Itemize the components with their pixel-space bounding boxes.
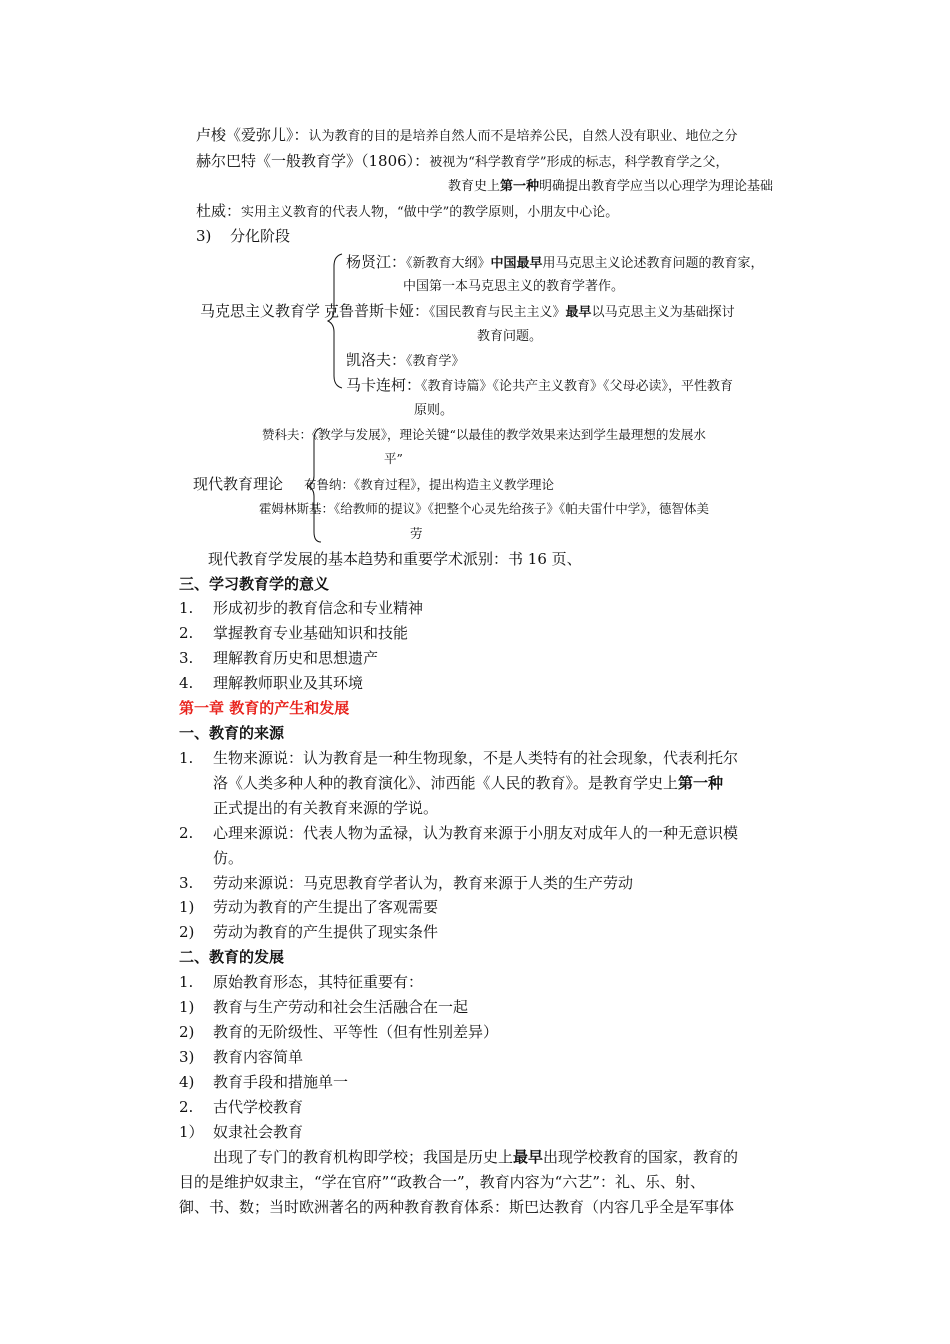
list-item: 4. 理解教师职业及其环境 [179,674,364,692]
list-item: 3. 理解教育历史和思想遗产 [179,649,379,667]
line-kairov: 凯洛夫：《教育学》 [346,351,465,369]
modern-theory-label: 现代教育理论 [193,475,284,493]
list-item: 1) 教育与生产劳动和社会生活融合在一起 [179,998,469,1016]
marxist-brace [326,252,346,390]
line-krupskaya-2: 教育问题。 [477,329,543,344]
heading-significance: 三、学习教育学的意义 [179,575,330,593]
line-rousseau: 卢梭《爱弥儿》：认为教育的目的是培养自然人而不是培养公民，自然人没有职业、地位之分 [196,126,738,144]
line-yang-2: 中国第一本马克思主义的教育学著作。 [403,279,625,294]
line-zankov: 赞科夫：《教学与发展》，理论关键“以最佳的教学效果来达到学生最理想的发展水 [262,427,706,442]
list-item: 1. 生物来源说：认为教育是一种生物现象，不是人类特有的社会现象，代表利托尔 [179,749,739,767]
line-yang: 杨贤江：《新教育大纲》中国最早用马克思主义论述教育问题的教育家， [346,253,764,271]
line-stage3: 3) 分化阶段 [196,227,291,245]
line-herbart: 赫尔巴特《一般教育学》（1806）：被视为“科学教育学”形成的标志，科学教育学之父， [196,152,729,170]
line-bruner: 布鲁纳：《教育过程》，提出构造主义教学理论 [304,477,555,492]
line-makarenko-2: 原则。 [414,403,454,418]
list-item: 1) 劳动为教育的产生提出了客观需要 [179,898,439,916]
list-item: 3) 教育内容简单 [179,1048,304,1066]
marxist-education-label: 马克思主义教育学 [200,302,321,320]
paragraph-line: 出现了专门的教育机构即学校；我国是历史上最早出现学校教育的国家，教育的 [213,1148,739,1166]
line-makarenko: 马卡连柯：《教育诗篇》《论共产主义教育》《父母必读》，平性教育 [346,376,734,394]
list-item: 2. 古代学校教育 [179,1098,304,1116]
line-dewey: 杜威：实用主义教育的代表人物，“做中学”的教学原则，小朋友中心论。 [196,202,619,220]
line-krupskaya: 马克思主义教育学 克鲁普斯卡娅：《国民教育与民主主义》最早以马克思主义为基础探讨 [200,302,735,320]
paragraph-line: 目的是维护奴隶主，“学在官府”“政教合一”，教育内容为“六艺”：礼、乐、射、 [179,1173,706,1191]
list-item: 4) 教育手段和措施单一 [179,1073,349,1091]
list-item: 3. 劳动来源说：马克思教育学者认为，教育来源于人类的生产劳动 [179,874,634,892]
list-item: 2. 心理来源说：代表人物为孟禄，认为教育来源于小朋友对成年人的一种无意识模 [179,824,739,842]
list-item-cont: 仿。 [213,849,244,867]
paragraph-line: 御、书、数；当时欧洲著名的两种教育教育体系：斯巴达教育（内容几乎全是军事体 [179,1198,735,1216]
line-zankov-2: 平” [384,451,403,466]
heading-origin: 一、教育的来源 [179,724,285,742]
list-item: 1. 原始教育形态，其特征重要有： [179,973,424,991]
list-item: 2. 掌握教育专业基础知识和技能 [179,624,409,642]
list-item: 1） 奴隶社会教育 [179,1123,304,1141]
list-item: 2) 教育的无阶级性、平等性（但有性别差异） [179,1023,499,1041]
list-item-cont: 洛《人类多种人种的教育演化》、沛西能《人民的教育》。是教育学史上第一种 [213,774,724,792]
heading-development: 二、教育的发展 [179,948,285,966]
list-item: 1. 形成初步的教育信念和专业精神 [179,599,424,617]
list-item-cont: 正式提出的有关教育来源的学说。 [213,799,439,817]
line-sukhomlinsky-2: 劳 [410,526,423,541]
list-item: 2) 劳动为教育的产生提供了现实条件 [179,923,439,941]
line-sukhomlinsky: 霍姆林斯基：《给教师的提议》《把整个心灵先给孩子》《帕夫雷什中学》，德智体美 [259,501,710,516]
line-trends: 现代教育学发展的基本趋势和重要学术派别：书 16 页、 [208,550,582,568]
line-herbart-2: 教育史上第一种明确提出教育学应当以心理学为理论基础 [448,179,774,194]
chapter-title: 第一章 教育的产生和发展 [179,699,350,717]
